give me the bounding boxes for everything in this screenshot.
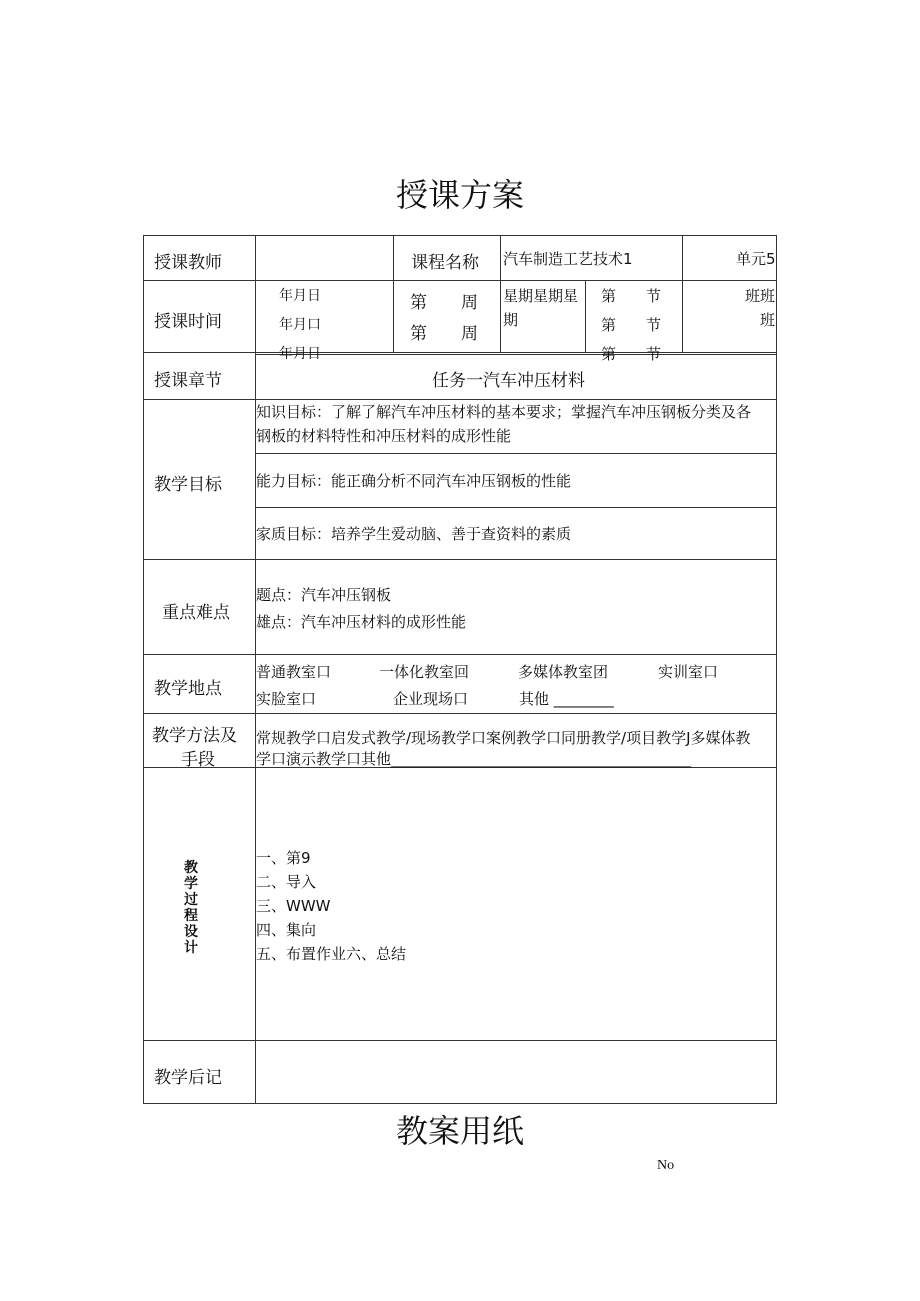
time-label: 授课时间: [154, 312, 222, 332]
section-1: 第 节: [601, 287, 662, 305]
weekday-1: 星期星期星: [503, 287, 579, 305]
footer-title: 教案用纸: [395, 1112, 524, 1150]
class-2: 班: [760, 311, 776, 329]
class-1: 班班: [745, 287, 776, 305]
page-title: 授课方案: [395, 176, 524, 214]
quality-goal: 家质目标：培养学生爱动脑、善于查资料的素质: [256, 525, 572, 543]
week-2: 第 周: [410, 324, 478, 344]
weekday-2: 期: [503, 311, 519, 329]
section-cell: [586, 281, 682, 363]
section-2: 第 节: [601, 316, 662, 334]
course-label: 课程名称: [411, 253, 479, 273]
goals-label: 教学目标: [154, 475, 222, 495]
after-label: 教学后记: [154, 1068, 222, 1088]
chapter-label: 授课章节: [154, 371, 222, 391]
place-option-classroom: 普通教室口: [256, 663, 332, 681]
place-label: 教学地点: [154, 679, 222, 699]
key-point: 题点：汽车冲压钢板: [256, 586, 392, 604]
process-label: 教学过程设计: [184, 860, 198, 956]
process-item-3: 三、WWW: [256, 897, 331, 915]
place-option-integrated: 一体化教室回: [379, 663, 470, 681]
knowledge-goal-line1: 知识目标：了解了解汽车冲压材料的基本要求；掌握汽车冲压钢板分类及各: [256, 403, 752, 421]
teacher-label: 授课教师: [154, 253, 222, 273]
place-option-enterprise: 企业现场口: [393, 690, 469, 708]
place-option-multimedia: 多媒体教室团: [518, 663, 609, 681]
week-1: 第 周: [410, 293, 478, 313]
knowledge-goal-line2: 钢板的材料特性和冲压材料的成形性能: [256, 427, 512, 445]
method-label-line1: 教学方法及: [152, 726, 237, 746]
process-item-5: 五、布置作业六、总结: [256, 945, 407, 963]
process-item-4: 四、集向: [256, 921, 317, 939]
chapter-value: 任务一汽车冲压材料: [432, 371, 585, 391]
page-number-label: No: [657, 1158, 675, 1173]
date-1: 年月日: [279, 288, 321, 304]
method-line2: 学口演示教学口其他________________________________________: [256, 750, 692, 768]
key-label: 重点难点: [162, 603, 230, 623]
ability-goal: 能力目标：能正确分析不同汽车冲压钢板的性能: [256, 472, 572, 490]
date-2: 年月口: [279, 317, 321, 333]
place-option-lab: 实脸室口: [256, 690, 317, 708]
unit-value: 单元5: [736, 250, 776, 268]
method-line1: 常规教学口启发式教学/现场教学口案例教学口同册教学/项目教学J多媒体教: [256, 729, 751, 747]
section-3: 第 节: [601, 345, 662, 363]
process-item-1: 一、第9: [256, 849, 311, 867]
place-option-other: 其他 ________: [519, 690, 614, 708]
difficult-point: 雄点：汽车冲压材料的成形性能: [256, 613, 467, 631]
course-value: 汽车制造工艺技术1: [503, 250, 633, 268]
place-option-training: 实训室口: [658, 663, 719, 681]
date-cell: [256, 281, 393, 362]
method-label-line2: 手段: [181, 750, 215, 770]
process-item-2: 二、导入: [256, 873, 317, 891]
date-3: 年月日: [279, 346, 321, 362]
